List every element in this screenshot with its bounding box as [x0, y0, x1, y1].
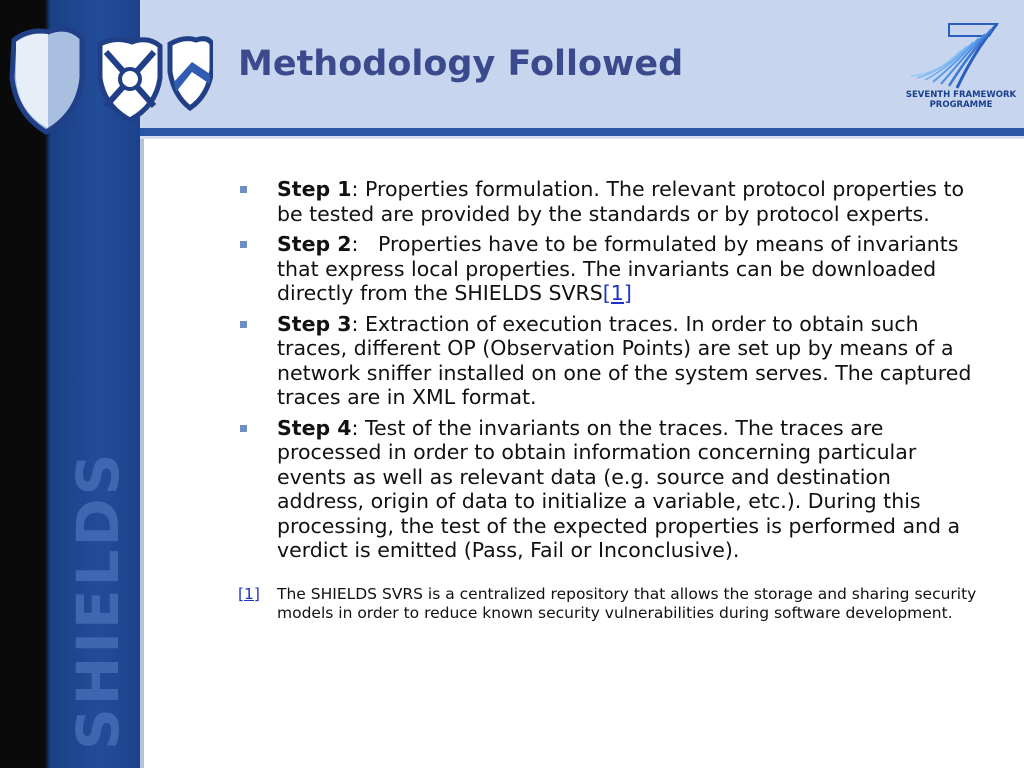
square-bullet-icon [240, 425, 247, 432]
step-label: Step 1 [277, 177, 352, 201]
step-item-3 [238, 312, 978, 410]
step-label: Step 3 [277, 311, 352, 336]
square-bullet-icon [240, 186, 247, 193]
step-colon: : [351, 311, 359, 336]
step-colon: : [351, 232, 359, 256]
step-item-2 [238, 232, 978, 306]
step-label: Step 4 [277, 415, 352, 440]
square-bullet-icon [240, 241, 247, 248]
step-label: Step 2 [277, 232, 352, 256]
footnote [238, 585, 978, 623]
step-text: Extraction of execution traces. In order to obtain such traces, different OP (Observation Points) are set up by means of a network sniffer installed on one of the system serves. The captured traces are in XML format. [277, 311, 972, 409]
footnote-reference-link[interactable]: [1] [602, 281, 632, 305]
footnote-link[interactable]: [1] [238, 584, 260, 603]
footnote-text: The SHIELDS SVRS is a centralized repository that allows the storage and sharing security models in order to reduce known security vulnerabilities during software development. [277, 584, 977, 622]
sidebar-vertical-text: SHIELDS [64, 450, 132, 750]
step-item-4 [238, 416, 978, 563]
steps-list [238, 177, 978, 563]
step-text: Properties have to be formulated by means of invariants that express local properties. The invariants can be downloaded directly from the SHIELDS SVRS [277, 232, 965, 305]
fp7-caption [905, 90, 1017, 110]
fp7-caption-line2: PROGRAMME [929, 100, 993, 110]
square-bullet-icon [240, 321, 247, 328]
step-text: Test of the invariants on the traces. The traces are processed in order to obtain information concerning particular events as well as relevant data (e.g. source and destination address, origin of data to initialize a variable, etc.). During this processing, the test of the expected properties is performed and a verdict is emitted (Pass, Fail or Inconclusive). [277, 415, 961, 562]
shields-logo-icon [8, 22, 213, 137]
page-title: Methodology Followed [238, 44, 684, 84]
step-colon: : [351, 415, 359, 440]
step-text: Properties formulation. The relevant protocol properties to be tested are provided by the standards or by protocol experts. [277, 177, 965, 226]
header-divider [140, 128, 1024, 136]
step-colon: : [351, 177, 359, 201]
step-item-1 [238, 177, 978, 226]
fp7-caption-line1: SEVENTH FRAMEWORK [905, 90, 1017, 100]
header-divider-light [140, 136, 1024, 139]
slide-content [238, 177, 978, 623]
